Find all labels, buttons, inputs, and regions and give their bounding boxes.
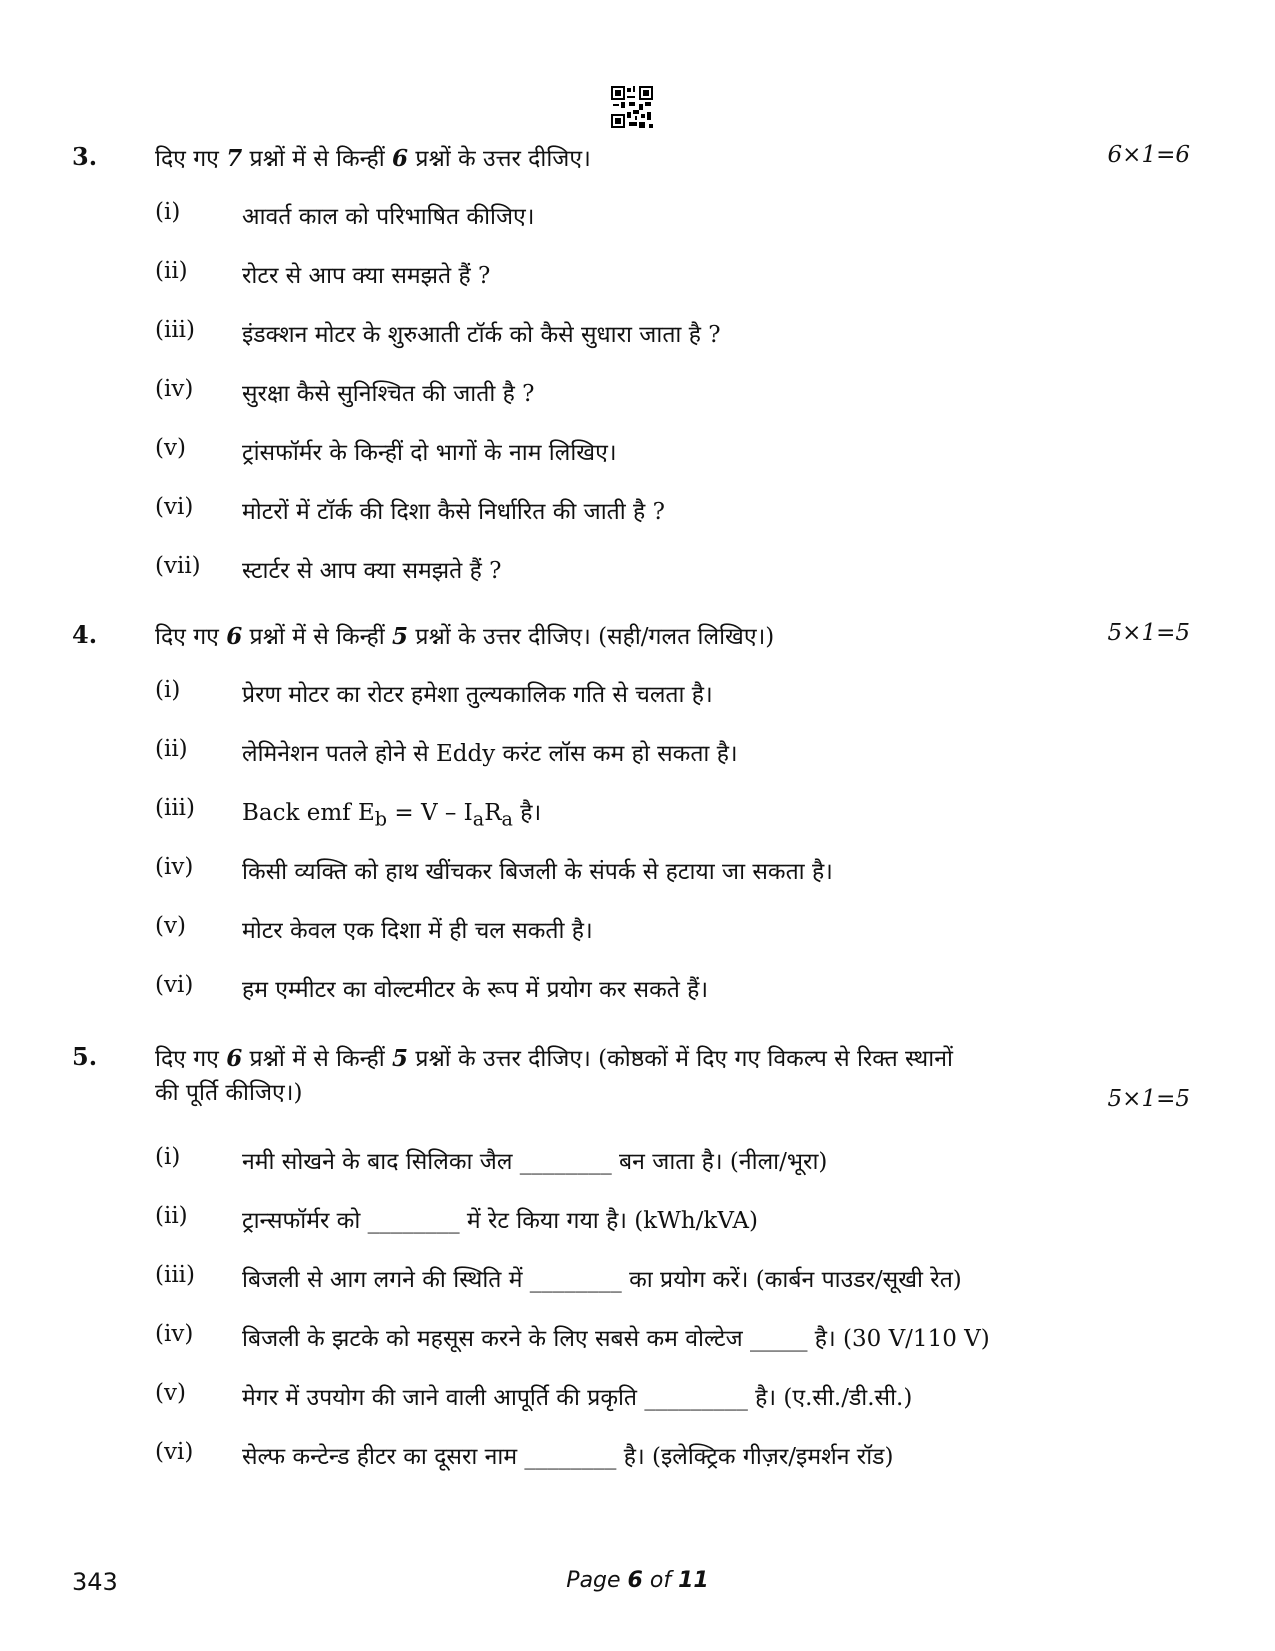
list-item: (vi) मोटरों में टॉर्क की दिशा कैसे निर्धारित की जाती है ? [155,494,665,525]
list-item: (iii) इंडक्शन मोटर के शुरुआती टॉर्क को कैसे सुधारा जाता है ? [155,317,721,348]
list-item: (iv) बिजली के झटके को महसूस करने के लिए सबसे कम वोल्टेज _____ है। (30 V/110 V) [155,1321,990,1352]
list-item: (v) मेगर में उपयोग की जाने वाली आपूर्ति की प्रकृति _________ है। (ए.सी./डी.सी.) [155,1380,913,1411]
question-header [0,620,1275,660]
question-number: 4. [72,620,98,649]
list-item: (i) प्रेरण मोटर का रोटर हमेशा तुल्यकालिक गति से चलता है। [155,677,713,708]
page-number: Page 6 of 11 [566,1568,709,1593]
list-item: (iv) सुरक्षा कैसे सुनिश्चित की जाती है ? [155,376,535,407]
qr-code [611,86,653,128]
question-4 [0,620,1275,1031]
list-item: (iii) बिजली से आग लगने की स्थिति में ________ का प्रयोग करें। (कार्बन पाउडर/सूखी रेत) [155,1262,962,1293]
marks: 5×1=5 [1107,620,1190,646]
question-number: 5. [72,1042,98,1071]
question-3 [0,142,1275,612]
question-instruction: दिए गए 7 प्रश्नों में से किन्हीं 6 प्रश्नों के उत्तर दीजिए। [155,145,591,172]
list-item: (vii) स्टार्टर से आप क्या समझते हैं ? [155,553,502,584]
question-number: 3. [72,142,98,171]
marks: 6×1=6 [1107,142,1190,168]
list-item: (i) नमी सोखने के बाद सिलिका जैल ________ बन जाता है। (नीला/भूरा) [155,1144,828,1175]
list-item: (v) मोटर केवल एक दिशा में ही चल सकती है। [155,913,593,944]
question-header [0,1042,1275,1124]
list-item: (v) ट्रांसफॉर्मर के किन्हीं दो भागों के नाम लिखिए। [155,435,617,466]
list-item: (i) आवर्त काल को परिभाषित कीजिए। [155,199,535,230]
question-instruction: दिए गए 6 प्रश्नों में से किन्हीं 5 प्रश्नों के उत्तर दीजिए। (कोष्ठकों में दिए गए विकल्प से रिक्त स्थानों की पूर्ति कीजिए।) [155,1045,953,1106]
list-item: (iv) किसी व्यक्ति को हाथ खींचकर बिजली के संपर्क से हटाया जा सकता है। [155,854,833,885]
question-5 [0,1042,1275,1498]
list-item: (ii) लेमिनेशन पतले होने से Eddy करंट लॉस कम हो सकता है। [155,736,738,767]
paper-code: 343 [72,1568,118,1596]
question-instruction: दिए गए 6 प्रश्नों में से किन्हीं 5 प्रश्नों के उत्तर दीजिए। (सही/गलत लिखिए।) [155,623,775,650]
list-item: (ii) ट्रान्सफॉर्मर को ________ में रेट किया गया है। (kWh/kVA) [155,1203,758,1234]
question-header [0,142,1275,182]
list-item: (vi) सेल्फ कन्टेन्ड हीटर का दूसरा नाम ________ है। (इलेक्ट्रिक गीज़र/इमर्शन रॉड) [155,1439,894,1470]
marks: 5×1=5 [1107,1086,1190,1112]
list-item: (ii) रोटर से आप क्या समझते हैं ? [155,258,491,289]
list-item: (vi) हम एम्मीटर का वोल्टमीटर के रूप में प्रयोग कर सकते हैं। [155,972,709,1003]
back-emf-formula: Back emf $E_b = V - I_aR_a$ है। [242,800,542,831]
list-item: (iii) Back emf $E_b = V - I_aR_a$ है। [155,795,542,831]
